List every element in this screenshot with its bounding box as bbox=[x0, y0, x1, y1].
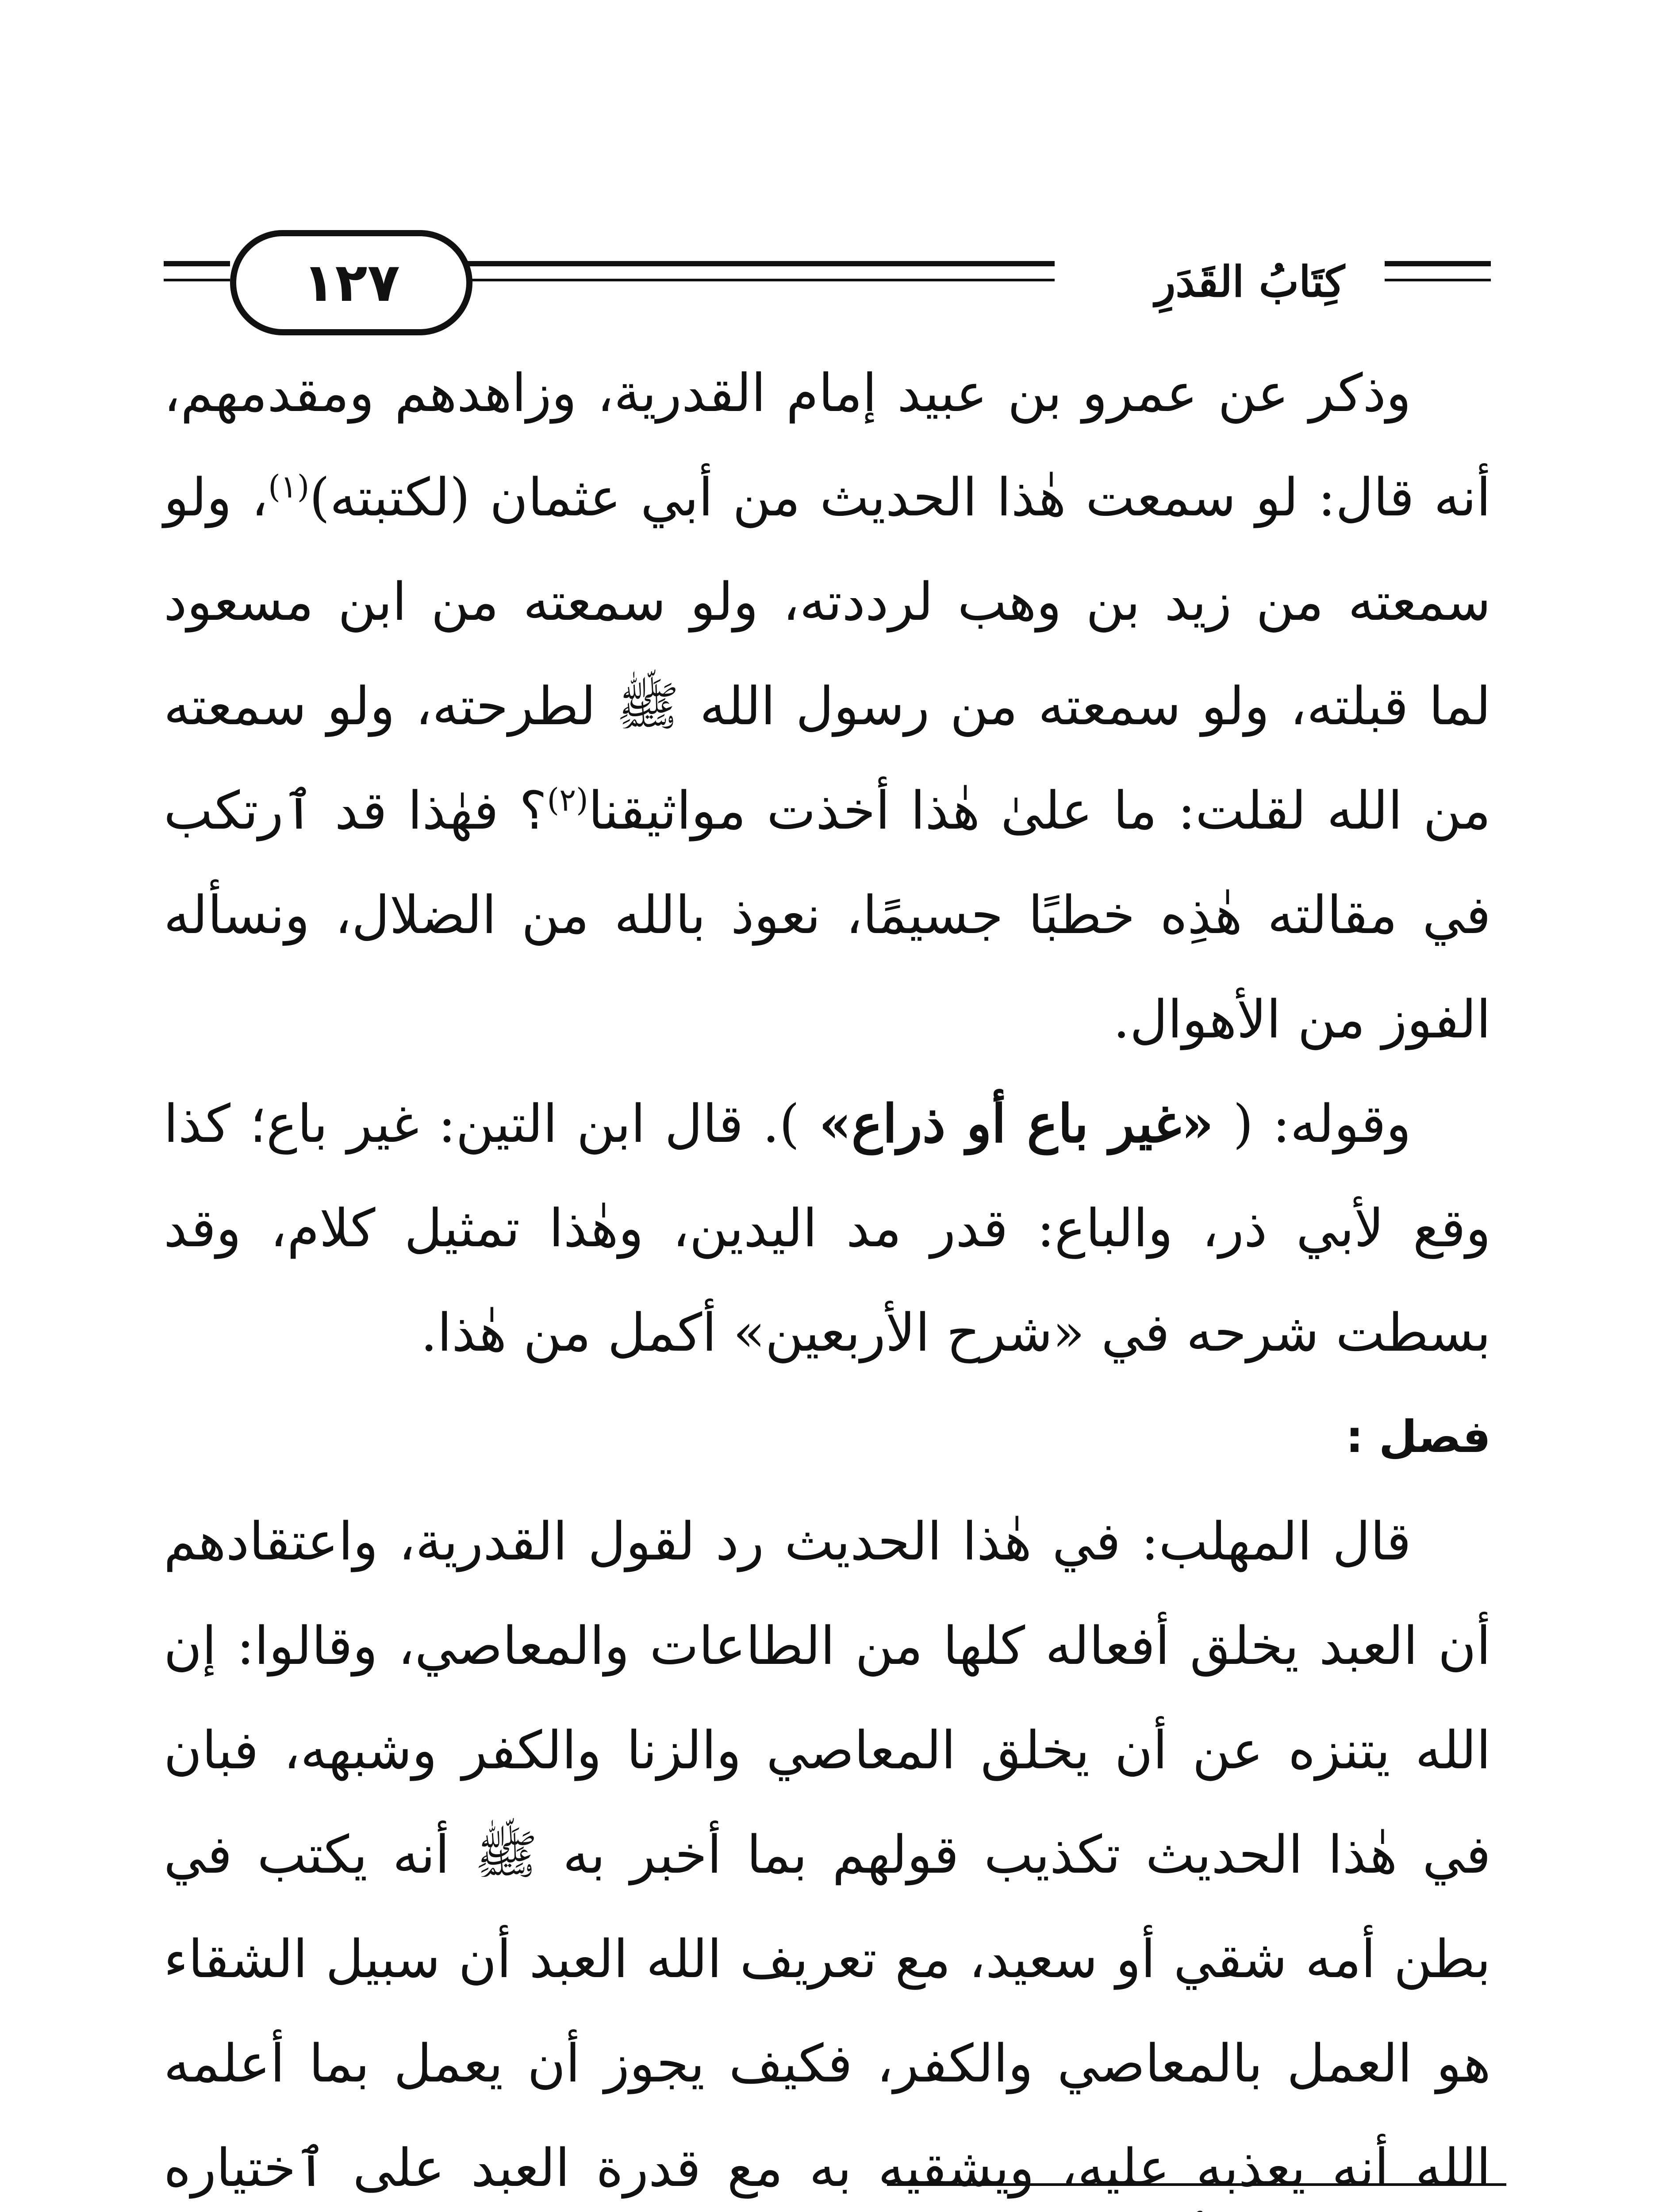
footnote-ref-2: (٢) bbox=[547, 781, 588, 818]
footnote-1-text bbox=[164, 2201, 1416, 2212]
main-text bbox=[164, 341, 1491, 2212]
paragraph-2-text-b: ). قال ابن التين: غير باع؛ كذا وقع لأبي ذر، والباع: قدر مد اليدين، وهٰذا تمثيل كلام، وقد بسطت شرحه في «شرح الأربعين» أكمل من هٰذا. bbox=[164, 1093, 1491, 1363]
header-rule-left-thin bbox=[164, 279, 230, 281]
hadith-quote-1: «غير باع أو ذراع» bbox=[818, 1093, 1214, 1154]
header-rule-right-thin bbox=[1385, 279, 1491, 281]
paragraph-3-text-a: قال المهلب: في هٰذا الحديث رد لقول القدرية، واعتقادهم أن العبد يخلق أفعاله كلها من الطاعات والمعاصي، وقالوا: إن الله يتنزه عن أن يخلق المعاصي والزنا والكفر وشبهه، فبان في هٰذا الحديث تكذيب قولهم بما أخبر به ﷺ أنه يكتب في بطن أمه شقي أو سعيد، مع تعريف الله العبد أن سبيل الشقاء هو العمل بالمعاصي والكفر، فكيف يجوز أن يعمل بما أعلمه الله أنه يعذبه عليه، ويشقيه به مع قدرة العبد على ٱختياره bbox=[164, 1511, 1491, 2198]
header-rule-right bbox=[1385, 261, 1491, 266]
paragraph-1 bbox=[164, 341, 1491, 1071]
running-title: كِتَابُ القَدَرِ bbox=[1155, 257, 1345, 307]
paragraph-2-text-a: وقوله: ( bbox=[1213, 1093, 1411, 1154]
page-number-frame bbox=[230, 230, 472, 335]
footnote-ref-1: (١) bbox=[268, 468, 310, 505]
header-rule-left bbox=[164, 261, 230, 266]
paragraph-2 bbox=[164, 1071, 1491, 1385]
section-heading: فصل : bbox=[1345, 1411, 1491, 1463]
page-header bbox=[164, 230, 1491, 327]
footnote-1 bbox=[164, 2201, 1491, 2212]
header-rule-center-thin bbox=[466, 279, 1055, 281]
page-number: ١٢٧ bbox=[303, 252, 400, 314]
paragraph-1-text-a: وذكر عن عمرو بن عبيد إمام القدرية، وزاهدهم ومقدمهم، أنه قال: لو سمعت هٰذا الحديث من أبي عثمان (لكتبته) bbox=[164, 362, 1491, 528]
footnotes bbox=[164, 2201, 1491, 2212]
paragraph-1-text-c: ؟ فهٰذا قد ٱرتكب في مقالته هٰذِه خطبًا جسيمًا، نعوذ بالله من الضلال، ونسأله الفوز من الأهوال. bbox=[164, 780, 1491, 1050]
footnote-1-number bbox=[1416, 2201, 1491, 2212]
paragraph-3 bbox=[164, 1489, 1491, 2212]
footnote-separator bbox=[887, 2183, 1506, 2186]
header-rule-center bbox=[466, 261, 1055, 266]
paragraph-1-text-b: ، ولو سمعته من زيد بن وهب لرددته، ولو سمعته من ابن مسعود لما قبلته، ولو سمعته من رسول الله ﷺ لطرحته، ولو سمعته من الله لقلت: ما علىٰ هٰذا أخذت مواثيقنا bbox=[164, 467, 1491, 841]
